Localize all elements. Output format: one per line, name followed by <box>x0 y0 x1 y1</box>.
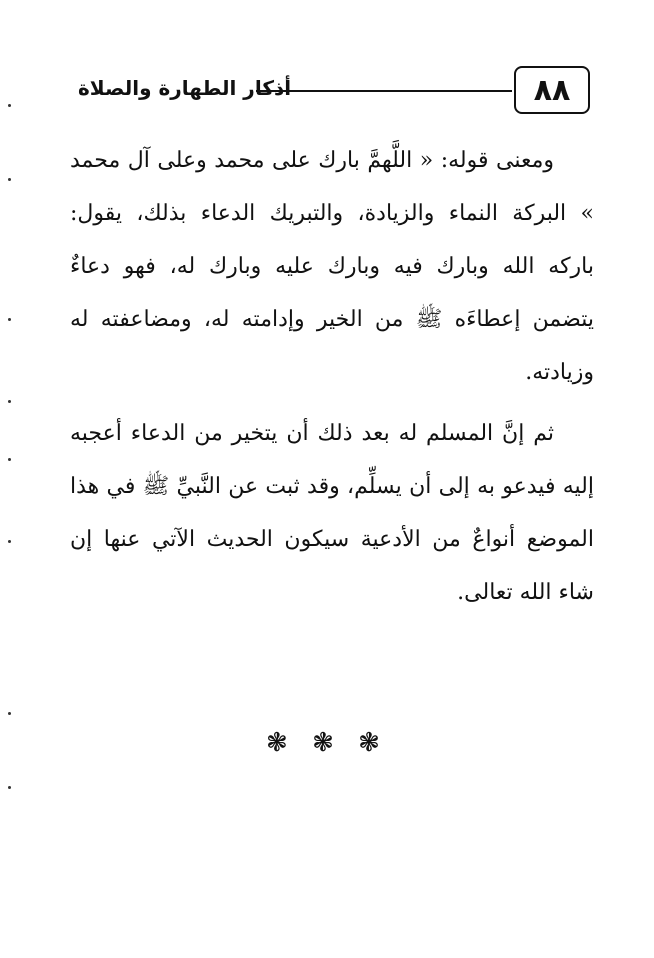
paragraph-1: ومعنى قوله: « اللَّهمَّ بارك على محمد وعلى آل محمد » البركة النماء والزيادة، والتبريك الدعاء بذلك، يقول: باركه الله وبارك فيه وبارك عليه وبارك له، فهو دعاءٌ يتضمن إعطاءَه ﷺ من الخير وإدامته له، ومضاعفته له وزيادته. <box>70 148 594 385</box>
header-rule <box>256 90 512 92</box>
paragraph-2: ثم إنَّ المسلم له بعد ذلك أن يتخير من الدعاء أعجبه إليه فيدعو به إلى أن يسلِّم، وقد ثبت عن النَّبيِّ ﷺ في هذا الموضع أنواعٌ من الأدعية سيكون الحديث الآتي عنها إن شاء الله تعالى. <box>70 421 594 605</box>
body-text <box>70 134 594 619</box>
section-divider: ❃ ❃ ❃ <box>266 728 388 758</box>
margin-speck <box>8 712 11 715</box>
margin-speck <box>8 178 11 181</box>
margin-speck <box>8 540 11 543</box>
page-header <box>70 60 596 120</box>
running-header-title: أذكار الطهارة والصلاة <box>78 76 292 100</box>
page-number: ٨٨ <box>514 66 590 114</box>
margin-speck <box>8 400 11 403</box>
margin-speck <box>8 104 11 107</box>
margin-speck <box>8 318 11 321</box>
margin-speck <box>8 786 11 789</box>
margin-speck <box>8 458 11 461</box>
